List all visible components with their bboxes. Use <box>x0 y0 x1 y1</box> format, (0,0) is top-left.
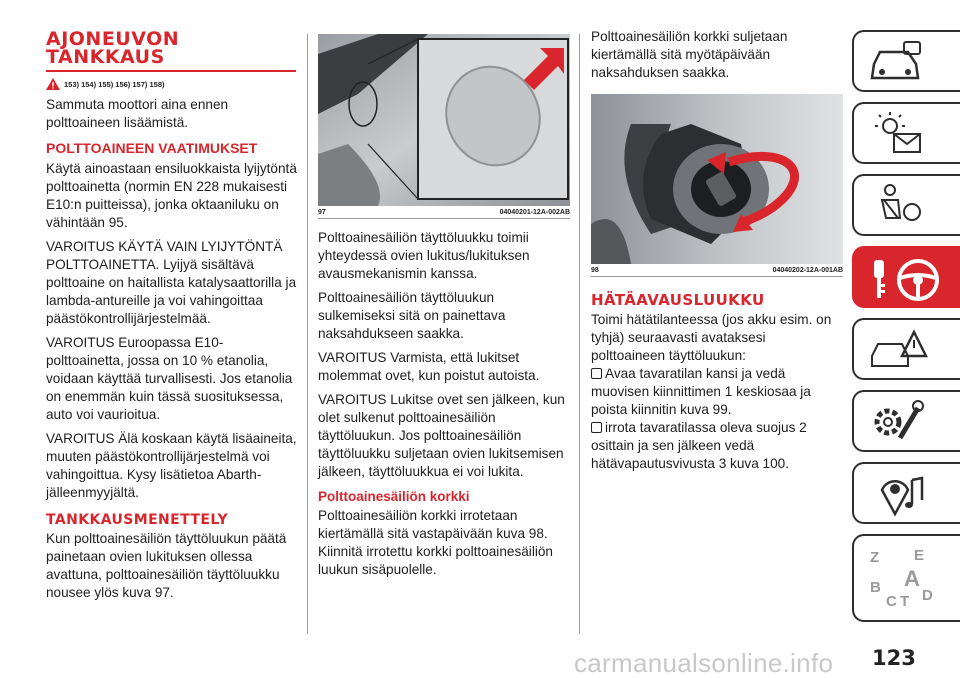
figure-code: 04040202-12A-001AB <box>772 267 843 274</box>
bullet-text: Avaa tavaratilan kansi ja vedä muovisen kiinnittimen 1 keskiosaa ja poista kiinnitin kuva 99. <box>591 366 811 417</box>
svg-text:E: E <box>914 547 925 564</box>
bullet-item <box>591 365 843 419</box>
warning-refs-text: 153) 154) 155) 156) 157) 158) <box>64 79 165 89</box>
steering-key-icon <box>868 254 948 306</box>
subheading-refuelling: TANKKAUSMENETTELY <box>46 512 229 528</box>
warning-refs <box>46 78 298 90</box>
paragraph: Polttoainesäiliön korkki irrotetaan kiertämällä sitä vastapäivään kuva 98. Kiinnitä irrotettu korkki polttoainesäiliön luukun sisäpuolelle. <box>318 508 553 577</box>
bullet-square-icon <box>591 422 602 433</box>
subheading-fuel-requirements: POLTTOAINEEN VAATIMUKSET <box>46 140 258 156</box>
paragraph: Polttoainesäiliön täyttöluukku toimii yhteydessä ovien lukitus/lukituksen avausmekanismin kanssa. <box>318 230 530 281</box>
emergency-icon <box>868 326 928 374</box>
fuel-cap-photo <box>591 94 843 264</box>
maintenance-icon <box>868 398 928 446</box>
tab-car-dashboard[interactable] <box>852 30 960 92</box>
tab-safety[interactable] <box>852 174 960 236</box>
bullet-item <box>591 419 843 473</box>
paragraph: VAROITUS Älä koskaan käytä lisäaineita, muuten päästökontrollijärjestelmä voi vahingoittua. Kysy lisätietoa Abarth-jälleenmyyjältä. <box>46 431 297 500</box>
paragraph: Käytä ainoastaan ensiluokkaista lyijytöntä polttoainetta (normin EN 228 mukaisesti E10:n puitteissa), jonka oktaaniluku on vähintään 95. <box>46 161 297 230</box>
tab-index[interactable] <box>852 534 960 622</box>
watermark: carmanualsonline.info <box>574 648 834 678</box>
heading-line-1: AJONEUVON <box>46 28 180 50</box>
bullet-square-icon <box>591 368 602 379</box>
column-divider <box>579 34 580 634</box>
paragraph: VAROITUS Lukitse ovet sen jälkeen, kun olet sulkenut polttoainesäiliön täyttöluukun. Jos polttoainesäiliön täyttöluukku suljetaan ovien lukitsemisen jälkeen, täyttöluukkua ei voi lukita. <box>318 392 565 479</box>
svg-text:A: A <box>904 566 920 591</box>
svg-text:Z: Z <box>870 549 880 566</box>
warning-lights-icon <box>868 110 928 158</box>
paragraph: Kun polttoainesäiliön täyttöluukun päätä painetaan ovien lukituksen ollessa avattuna, polttoainesäiliön täyttöluukku nousee ylös kuva 97. <box>46 531 287 600</box>
paragraph: VAROITUS Euroopassa E10-polttoainetta, jossa on 10 % etanolia, voidaan käyttää turvallisesti. Jos etanolia on enemmän kuin tässä suosituksessa, auto voi vaurioitua. <box>46 335 293 422</box>
column-2 <box>318 34 570 579</box>
index-icon <box>868 542 938 618</box>
car-dashboard-icon <box>868 38 928 86</box>
fuel-door-photo <box>318 34 570 206</box>
intro-text: Sammuta moottori aina ennen polttoaineen lisäämistä. <box>46 97 229 130</box>
heading-rule <box>46 70 296 72</box>
svg-text:C: C <box>886 593 897 610</box>
section-heading <box>46 30 298 66</box>
paragraph: Polttoainesäiliön täyttöluukun sulkemiseksi sitä on painettava naksahdukseen saakka. <box>318 290 506 341</box>
subheading-fuel-cap: Polttoainesäiliön korkki <box>318 489 470 504</box>
figure-98-image <box>591 94 843 264</box>
warning-triangle-icon <box>46 78 60 90</box>
page-number: 123 <box>872 646 916 670</box>
column-divider <box>307 34 308 634</box>
heading-line-2: TANKKAUS <box>46 46 165 68</box>
column-3 <box>591 28 843 473</box>
safety-seat-icon <box>868 182 928 230</box>
figure-number: 97 <box>318 209 326 216</box>
paragraph: VAROITUS Varmista, että lukitset molemmat ovet, kun poistut autoista. <box>318 350 540 383</box>
figure-97-caption <box>318 209 570 219</box>
svg-text:T: T <box>900 593 910 610</box>
figure-98-caption <box>591 267 843 277</box>
multimedia-icon <box>868 470 928 518</box>
tab-maintenance[interactable] <box>852 390 960 452</box>
svg-text:B: B <box>870 579 881 596</box>
tab-emergency[interactable] <box>852 318 960 380</box>
paragraph: VAROITUS KÄYTÄ VAIN LYIJYTÖNTÄ POLTTOAINETTA. Lyijyä sisältävä polttoaine on haitallista katalysaattorilla ja lambda-antureille ja voi vahingoittaa päästökontrollijärjestelmää. <box>46 239 297 326</box>
tab-multimedia[interactable] <box>852 462 960 524</box>
column-1 <box>46 30 298 602</box>
bullet-text: irrota tavaratilassa oleva suojus 2 osittain ja sen jälkeen vedä hätävapautusvivusta 3 kuva 100. <box>591 420 807 471</box>
paragraph: Polttoainesäiliön korkki suljetaan kiertämällä sitä myötäpäivään naksahduksen saakka. <box>591 29 788 80</box>
paragraph: Toimi hätätilanteessa (jos akku esim. on tyhjä) seuraavasti avataksesi polttoaineen täyttöluukun: <box>591 312 832 363</box>
figure-number: 98 <box>591 267 599 274</box>
tab-warning-lights[interactable] <box>852 102 960 164</box>
figure-97-image <box>318 34 570 206</box>
subheading-emergency-release: HÄTÄAVAUSLUUKKU <box>591 291 765 309</box>
tab-starting-driving[interactable] <box>852 246 960 308</box>
figure-code: 04040201-12A-002AB <box>499 209 570 216</box>
svg-text:D: D <box>922 587 933 604</box>
